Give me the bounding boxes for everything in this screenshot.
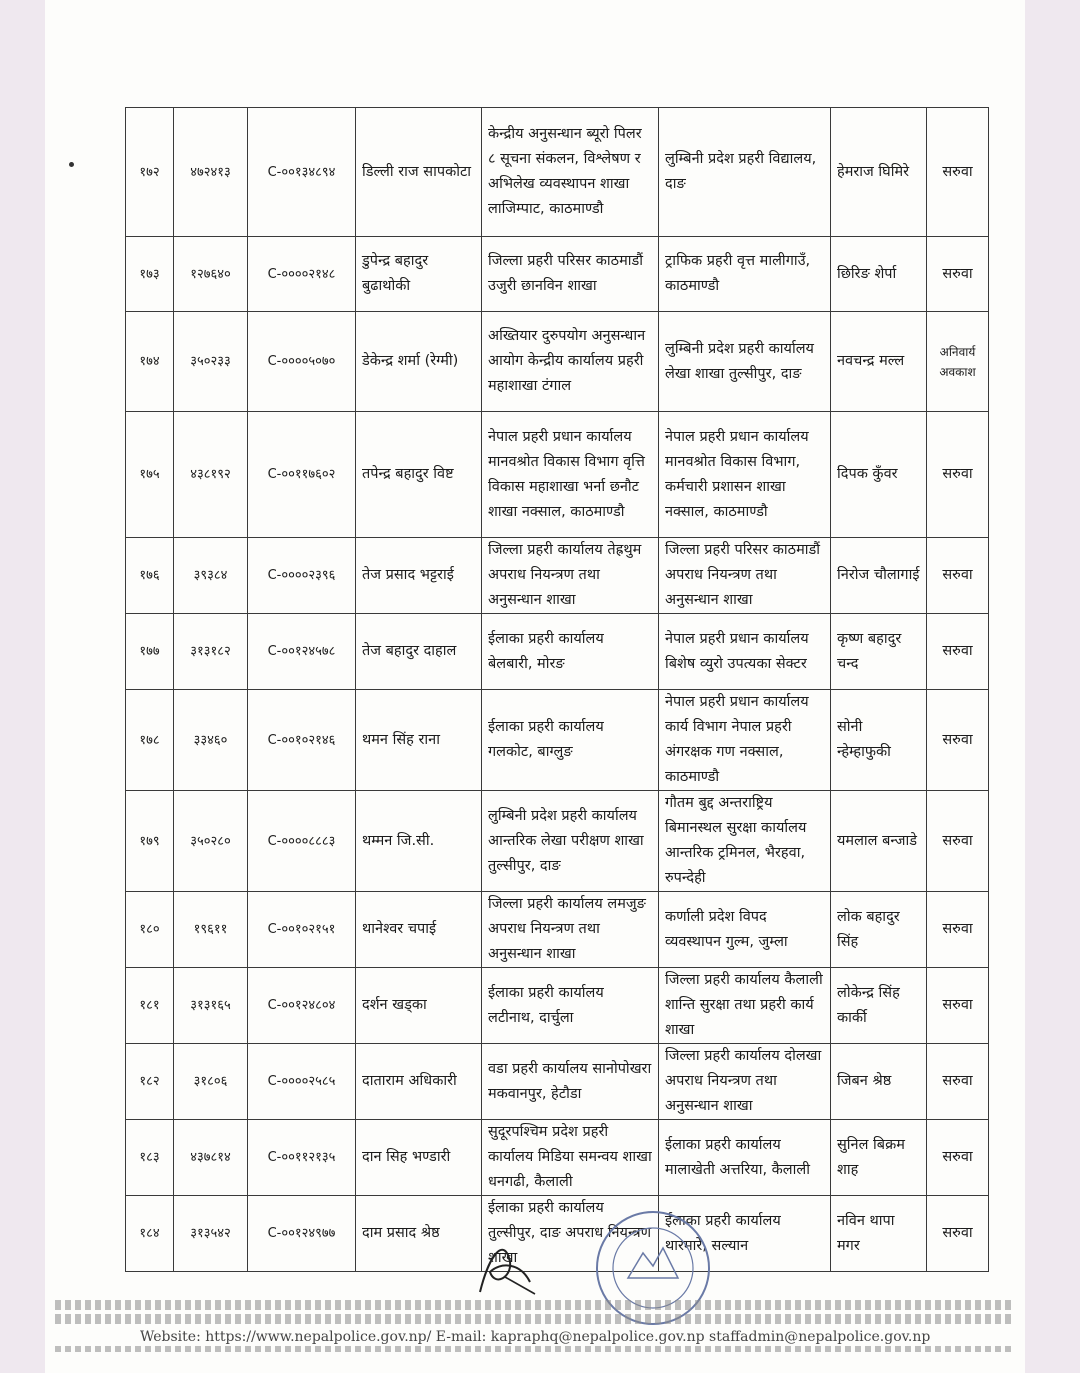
name-cell: तेज प्रसाद भट्टराई: [356, 538, 482, 614]
code-cell: C-००११२१३५: [248, 1120, 356, 1196]
approver-cell: जिबन श्रेष्ठ: [831, 1044, 927, 1120]
approver-cell: नवचन्द्र मल्ल: [831, 312, 927, 412]
name-cell: थमन सिंह राना: [356, 690, 482, 791]
current-office-cell: ईलाका प्रहरी कार्यालय बेलबारी, मोरङ: [482, 614, 659, 690]
approver-cell: लोकेन्द्र सिंह कार्की: [831, 968, 927, 1044]
approver-cell: लोक बहादुर सिंह: [831, 892, 927, 968]
code-cell: C-००१०२१४६: [248, 690, 356, 791]
current-office-cell: लुम्बिनी प्रदेश प्रहरी कार्यालय आन्तरिक लेखा परीक्षण शाखा तुल्सीपुर, दाङ: [482, 791, 659, 892]
transfer-office-cell: कर्णाली प्रदेश विपद व्यवस्थापन गुल्म, जुम्ला: [659, 892, 831, 968]
status-cell: सरुवा: [927, 614, 989, 690]
current-office-cell: ईलाका प्रहरी कार्यालय तुल्सीपुर, दाङ अपराध नियन्त्रण शाखा: [482, 1196, 659, 1272]
status-cell: सरुवा: [927, 892, 989, 968]
code-cell: C-००००२३९६: [248, 538, 356, 614]
official-seal: [593, 1208, 713, 1328]
serial-number-cell: १७७: [126, 614, 174, 690]
transfer-office-cell: जिल्ला प्रहरी कार्यालय कैलाली शान्ति सुरक्षा तथा प्रहरी कार्य शाखा: [659, 968, 831, 1044]
serial-number-cell: १७६: [126, 538, 174, 614]
table-row: [126, 108, 989, 237]
name-cell: दाम प्रसाद श्रेष्ठ: [356, 1196, 482, 1272]
current-office-cell: जिल्ला प्रहरी कार्यालय लमजुङ अपराध नियन्त्रण तथा अनुसन्धान शाखा: [482, 892, 659, 968]
serial-number-cell: १८२: [126, 1044, 174, 1120]
status-cell: सरुवा: [927, 1044, 989, 1120]
table-body: [126, 108, 989, 1272]
current-office-cell: वडा प्रहरी कार्यालय सानोपोखरा मकवानपुर, हेटौडा: [482, 1044, 659, 1120]
footer-rule-bottom: [55, 1346, 1015, 1352]
code-cell: C-००००८८८३: [248, 791, 356, 892]
employee-id-cell: ३३४६०: [174, 690, 248, 791]
signature-mark: [450, 1232, 550, 1302]
approver-cell: दिपक कुँवर: [831, 412, 927, 538]
approver-cell: सुनिल बिक्रम शाह: [831, 1120, 927, 1196]
name-cell: थम्मन जि.सी.: [356, 791, 482, 892]
name-cell: तपेन्द्र बहादुर विष्ट: [356, 412, 482, 538]
status-cell: सरुवा: [927, 108, 989, 237]
status-cell: अनिवार्य अवकाश: [927, 312, 989, 412]
table-row: [126, 892, 989, 968]
document-page: [45, 0, 1025, 1373]
transfer-office-cell: नेपाल प्रहरी प्रधान कार्यालय मानवश्रोत विकास विभाग, कर्मचारी प्रशासन शाखा नक्साल, काठमाण्डौ: [659, 412, 831, 538]
footer-contact: Website: https://www.nepalpolice.gov.np/ E-mail: kapraphq@nepalpolice.gov.np staffadmin@nepalpolice.gov.np: [140, 1329, 931, 1345]
name-cell: डेकेन्द्र शर्मा (रेग्मी): [356, 312, 482, 412]
name-cell: डुपेन्द्र बहादुर बुढाथोकी: [356, 237, 482, 312]
serial-number-cell: १७५: [126, 412, 174, 538]
employee-id-cell: ३१३१६५: [174, 968, 248, 1044]
status-cell: सरुवा: [927, 968, 989, 1044]
transfer-office-cell: नेपाल प्रहरी प्रधान कार्यालय बिशेष व्युरो उपत्यका सेक्टर: [659, 614, 831, 690]
table-row: [126, 237, 989, 312]
table-row: [126, 412, 989, 538]
status-cell: सरुवा: [927, 791, 989, 892]
table-row: [126, 1044, 989, 1120]
transfer-office-cell: गौतम बुद्द अन्तराष्ट्रिय बिमानस्थल सुरक्षा कार्यालय आन्तरिक ट्रमिनल, भैरहवा, रुपन्देही: [659, 791, 831, 892]
approver-cell: सोनी न्हेम्हाफुकी: [831, 690, 927, 791]
code-cell: C-००००२१४८: [248, 237, 356, 312]
serial-number-cell: १८०: [126, 892, 174, 968]
transfer-office-cell: जिल्ला प्रहरी परिसर काठमाडौं अपराध नियन्त्रण तथा अनुसन्धान शाखा: [659, 538, 831, 614]
serial-number-cell: १७३: [126, 237, 174, 312]
code-cell: C-००००५०७०: [248, 312, 356, 412]
current-office-cell: सुदूरपश्चिम प्रदेश प्रहरी कार्यालय मिडिया समन्वय शाखा धनगढी, कैलाली: [482, 1120, 659, 1196]
serial-number-cell: १८१: [126, 968, 174, 1044]
name-cell: दाताराम अधिकारी: [356, 1044, 482, 1120]
employee-id-cell: ४३७८१४: [174, 1120, 248, 1196]
code-cell: C-००१२४५७८: [248, 614, 356, 690]
transfer-office-cell: लुम्बिनी प्रदेश प्रहरी कार्यालय लेखा शाखा तुल्सीपुर, दाङ: [659, 312, 831, 412]
status-cell: सरुवा: [927, 412, 989, 538]
transfer-table: [125, 107, 989, 1272]
name-cell: थानेश्वर चपाई: [356, 892, 482, 968]
employee-id-cell: ३१३५४२: [174, 1196, 248, 1272]
transfer-office-cell: ईलाका प्रहरी कार्यालय मालाखेती अत्तरिया, कैलाली: [659, 1120, 831, 1196]
code-cell: C-००१०२१५१: [248, 892, 356, 968]
employee-id-cell: १९६११: [174, 892, 248, 968]
transfer-office-cell: नेपाल प्रहरी प्रधान कार्यालय कार्य विभाग नेपाल प्रहरी अंगरक्षक गण नक्साल, काठमाण्डौ: [659, 690, 831, 791]
status-cell: सरुवा: [927, 237, 989, 312]
code-cell: C-००००२५८५: [248, 1044, 356, 1120]
approver-cell: कृष्ण बहादुर चन्द: [831, 614, 927, 690]
status-cell: सरुवा: [927, 538, 989, 614]
serial-number-cell: १७८: [126, 690, 174, 791]
employee-id-cell: ४७२४१३: [174, 108, 248, 237]
employee-id-cell: ३१८०६: [174, 1044, 248, 1120]
current-office-cell: ईलाका प्रहरी कार्यालय गलकोट, बाग्लुङ: [482, 690, 659, 791]
table-row: [126, 690, 989, 791]
footer-rule-mid: [55, 1314, 1015, 1324]
name-cell: डिल्ली राज सापकोटा: [356, 108, 482, 237]
employee-id-cell: ३९३८४: [174, 538, 248, 614]
current-office-cell: अख्तियार दुरुपयोग अनुसन्धान आयोग केन्द्रीय कार्यालय प्रहरी महाशाखा टंगाल: [482, 312, 659, 412]
employee-id-cell: ४३८१९२: [174, 412, 248, 538]
employee-id-cell: ३१३१८२: [174, 614, 248, 690]
current-office-cell: जिल्ला प्रहरी परिसर काठमाडौं उजुरी छानविन शाखा: [482, 237, 659, 312]
current-office-cell: जिल्ला प्रहरी कार्यालय तेह्रथुम अपराध नियन्त्रण तथा अनुसन्धान शाखा: [482, 538, 659, 614]
transfer-office-cell: लुम्बिनी प्रदेश प्रहरी विद्यालय, दाङ: [659, 108, 831, 237]
employee-id-cell: ३५०२८०: [174, 791, 248, 892]
status-cell: सरुवा: [927, 1196, 989, 1272]
approver-cell: यमलाल बन्जाडे: [831, 791, 927, 892]
transfer-office-cell: जिल्ला प्रहरी कार्यालय दोलखा अपराध नियन्त्रण तथा अनुसन्धान शाखा: [659, 1044, 831, 1120]
footer-rule-top: [55, 1300, 1015, 1310]
table-row: [126, 791, 989, 892]
code-cell: C-००१२४९७७: [248, 1196, 356, 1272]
code-cell: C-००१२४८०४: [248, 968, 356, 1044]
name-cell: तेज बहादुर दाहाल: [356, 614, 482, 690]
code-cell: C-००१३४८९४: [248, 108, 356, 237]
serial-number-cell: १७९: [126, 791, 174, 892]
serial-number-cell: १८३: [126, 1120, 174, 1196]
table-row: [126, 1120, 989, 1196]
code-cell: C-००११७६०२: [248, 412, 356, 538]
serial-number-cell: १८४: [126, 1196, 174, 1272]
name-cell: दर्शन खड्का: [356, 968, 482, 1044]
table-row: [126, 312, 989, 412]
current-office-cell: केन्द्रीय अनुसन्धान ब्यूरो पिलर ८ सूचना संकलन, विश्लेषण र अभिलेख व्यवस्थापन शाखा लाजिम्पाट, काठमाण्डौ: [482, 108, 659, 237]
current-office-cell: नेपाल प्रहरी प्रधान कार्यालय मानवश्रोत विकास विभाग वृत्ति विकास महाशाखा भर्ना छनौट शाखा नक्साल, काठमाण्डौ: [482, 412, 659, 538]
status-cell: सरुवा: [927, 1120, 989, 1196]
transfer-office-cell: ईलाका प्रहरी कार्यालय थारमारे, सल्यान: [659, 1196, 831, 1272]
employee-id-cell: १२७६४०: [174, 237, 248, 312]
approver-cell: निरोज चौलागाई: [831, 538, 927, 614]
approver-cell: नविन थापा मगर: [831, 1196, 927, 1272]
table-row: [126, 538, 989, 614]
name-cell: दान सिह भण्डारी: [356, 1120, 482, 1196]
current-office-cell: ईलाका प्रहरी कार्यालय लटीनाथ, दार्चुला: [482, 968, 659, 1044]
scan-speck: [69, 162, 74, 167]
serial-number-cell: १७२: [126, 108, 174, 237]
serial-number-cell: १७४: [126, 312, 174, 412]
transfer-office-cell: ट्राफिक प्रहरी वृत्त मालीगाउँ, काठमाण्डौ: [659, 237, 831, 312]
status-cell: सरुवा: [927, 690, 989, 791]
table-row: [126, 614, 989, 690]
approver-cell: छिरिङ शेर्पा: [831, 237, 927, 312]
table-row: [126, 968, 989, 1044]
approver-cell: हेमराज घिमिरे: [831, 108, 927, 237]
table-row: [126, 1196, 989, 1272]
employee-id-cell: ३५०२३३: [174, 312, 248, 412]
